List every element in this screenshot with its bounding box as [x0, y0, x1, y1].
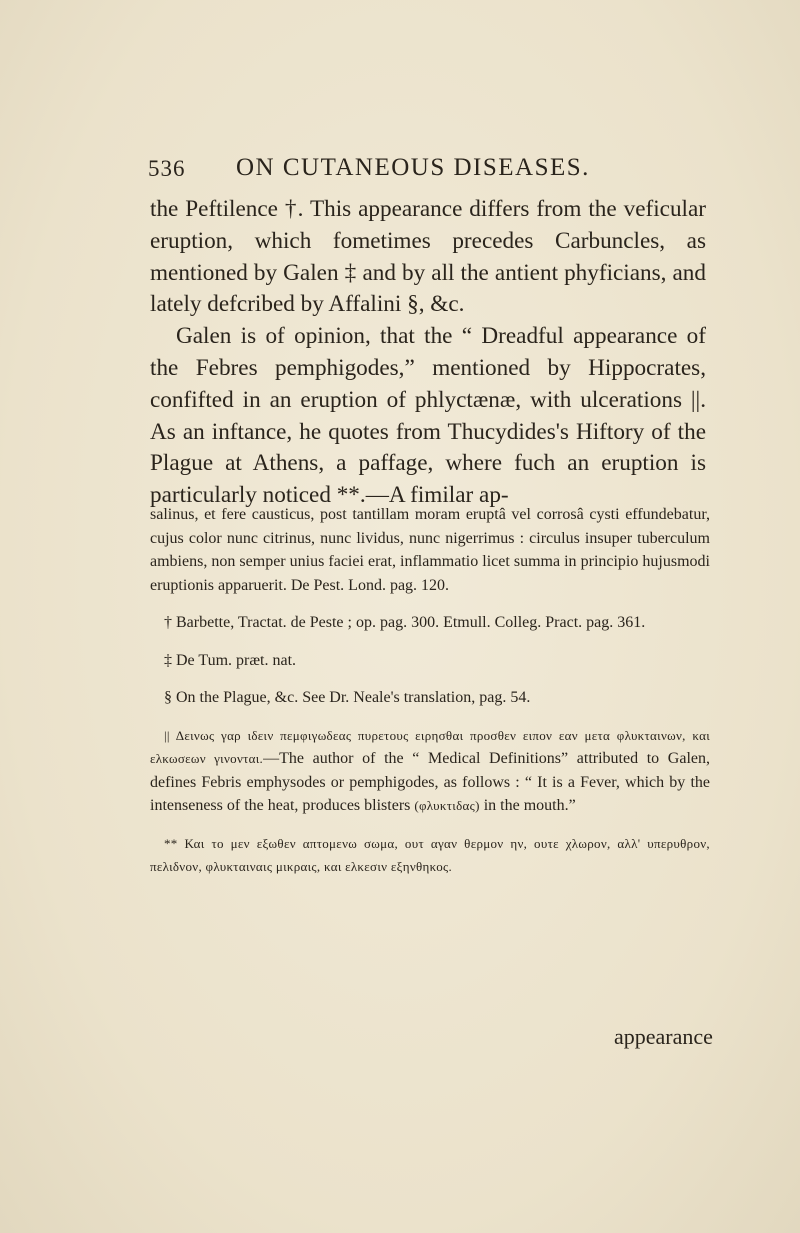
footnote-double-asterisk: ** Και το μεν εξωθεν απτομενω σωμα, ουτ αγαν θερμον ην, ουτε χλωρον, αλλ' υπερυθρον, πελιδνον, φλυκταιναις μικραις, και ελκεσιν εξηνθηκος. — [150, 835, 710, 874]
catchword: appearance — [614, 1024, 713, 1049]
footnote-dagger: † Barbette, Tractat. de Peste ; op. pag. 300. Etmull. Colleg. Pract. pag. 361. — [164, 614, 646, 631]
paragraph-1: the Peftilence †. This appearance differs from the veficular eruption, which fometimes precedes Carbuncles, as mentioned by Galen ‡ and by all the antient phyficians, and lately defcribed by Affalini §, &c. — [150, 196, 706, 318]
footnote-parallel-end: in the mouth.” — [483, 797, 576, 814]
footnote-parallel-text: —The author of the “ Medical Definitions” attributed to Galen, defines Febris emphysodes or pemphigodes, as follows : “ It is a Fever, which by the intenseness of the heat, produces blisters — [150, 750, 710, 814]
footnotes — [150, 503, 710, 893]
footnote-parallel — [150, 724, 710, 818]
page-header — [148, 150, 708, 190]
main-text — [150, 194, 706, 512]
greek-quote: || Δεινως γαρ ιδειν πεμφιγωδεας πυρετους ειρησθαι προσθεν ειπον εαν μετα φλυκταινων, και ελκωσεων γινονται. — [150, 727, 710, 766]
greek-word: (φλυκτιδας) — [414, 798, 480, 813]
footnote-double-dagger: ‡ De Tum. præt. nat. — [164, 651, 297, 669]
page-number: 536 — [148, 156, 186, 181]
paragraph-2: Galen is of opinion, that the “ Dreadful appearance of the Febres pemphigodes,” mentioned by Hippocrates, confifted in an eruption of phlyctænæ, with ulcerations ||. As an inftance, he quotes from Thucydides's Hiftory of the Plague at Athens, a paffage, where fuch an eruption is particularly noticed **.—A fimilar ap- — [150, 323, 706, 509]
running-head: ON CUTANEOUS DISEASES. — [236, 154, 590, 181]
footnote-continued: salinus, et fere causticus, post tantillam moram eruptâ vel corrosâ cysti effundebatur, cujus color nunc citrinus, nunc lividus, nunc nigerrimus : circulus insuper tuberculum ambiens, non semper unius faciei erat, inflammatio licet summa in principio hujusmodi eruptionis apparuerit. De Pest. Lond. pag. 120. — [150, 506, 710, 594]
footnote-section: § On the Plague, &c. See Dr. Neale's translation, pag. 54. — [164, 689, 531, 706]
